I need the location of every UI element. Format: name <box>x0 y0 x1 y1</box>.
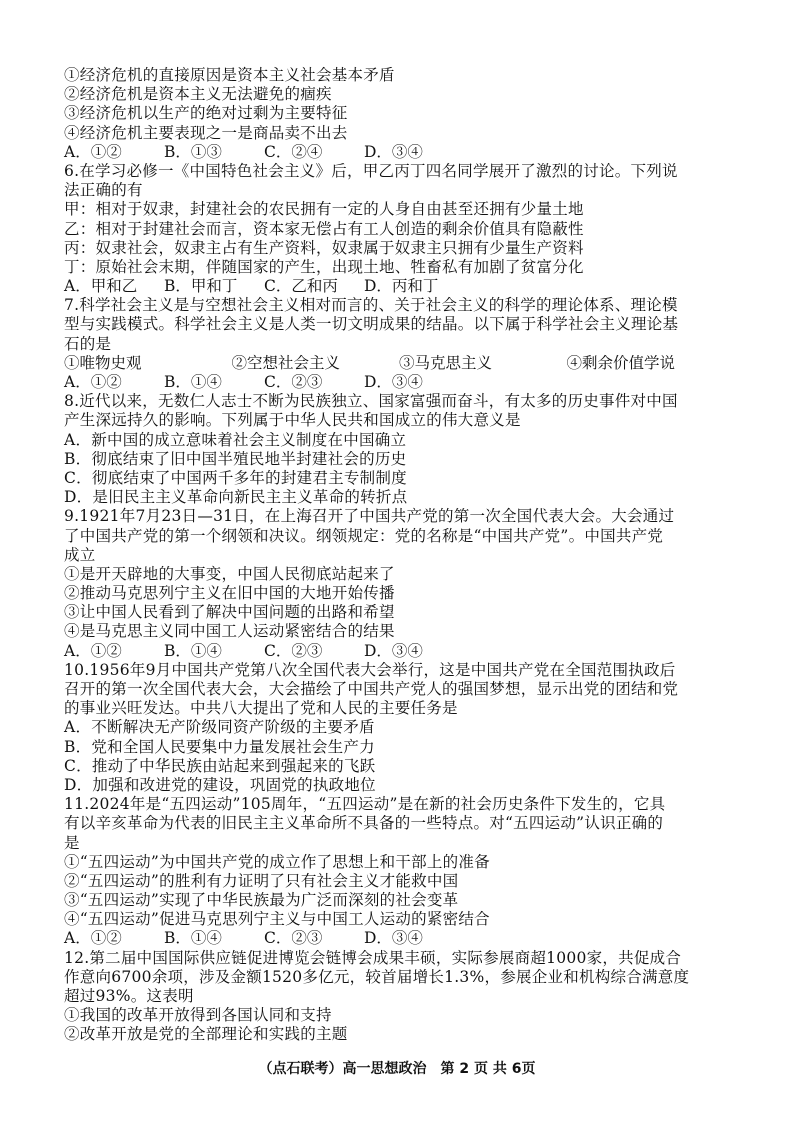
q9-stem-line-3: 成立 <box>64 545 96 564</box>
q6-item-jia: 甲：相对于奴隶，封建社会的农民拥有一定的人身自由甚至还拥有少量土地 <box>64 200 584 219</box>
q10-stem-line-2: 召开的第一次全国代表大会，大会描绘了中国共产党人的强国梦想，显示出党的团结和党 <box>64 680 679 698</box>
q9-options <box>64 642 734 661</box>
q12-stem-line-1: 12.第二届中国国际供应链促进博览会链博会成果丰硕，实际参展商超1000家，共促成合 <box>64 948 682 967</box>
page-footer: （点石联考）高一思想政治 第 2 页 共 6页 <box>258 1061 536 1077</box>
question-6 <box>64 162 734 296</box>
q8-stem-line-2: 产生深远持久的影响。下列属于中华人民共和国成立的伟大意义是 <box>64 411 521 430</box>
q5-option-b[interactable]: B．①③ <box>164 142 222 161</box>
question-12 <box>64 949 734 1045</box>
q7-items <box>64 354 734 373</box>
q5-item-2: ②经济危机是资本主义无法避免的痼疾 <box>64 85 332 104</box>
q11-option-d[interactable]: D．③④ <box>364 929 423 948</box>
question-8 <box>64 392 734 507</box>
q8-option-d[interactable]: D．是旧民主主义革命向新民主主义革命的转折点 <box>64 488 408 507</box>
q9-option-d[interactable]: D．③④ <box>364 641 423 660</box>
q10-stem-line-3: 的事业兴旺发达。中共八大提出了党和人民的主要任务是 <box>64 699 458 718</box>
q6-item-ding: 丁：原始社会末期，伴随国家的产生，出现土地、牲畜私有加剧了贫富分化 <box>64 257 584 276</box>
q6-item-bing: 丙：奴隶社会，奴隶主占有生产资料，奴隶属于奴隶主只拥有少量生产资料 <box>64 238 584 257</box>
q6-options <box>64 277 734 296</box>
q12-item-2: ②改革开放是党的全部理论和实践的主题 <box>64 1025 348 1044</box>
q9-item-3: ③让中国人民看到了解决中国问题的出路和希望 <box>64 603 395 622</box>
q7-stem-line-2: 型与实践模式。科学社会主义是人类一切文明成果的结晶。以下属于科学社会主义理论基 <box>64 315 679 334</box>
q10-stem-line-1: 10.1956年9月中国共产党第八次全国代表大会举行，这是中国共产党在全国范围执政后 <box>64 660 676 679</box>
q11-options <box>64 929 734 948</box>
q10-option-a[interactable]: A．不断解决无产阶级同资产阶级的主要矛盾 <box>64 718 375 737</box>
q11-option-c[interactable]: C．②③ <box>264 929 323 948</box>
q11-stem-line-2: 有以辛亥革命为代表的旧民主主义革命所不具备的一些特点。对“五四运动”认识正确的 <box>64 814 664 833</box>
q9-stem-line-1: 9.1921年7月23日—31日，在上海召开了中国共产党的第一次全国代表大会。大会通过 <box>64 507 675 526</box>
q10-option-d[interactable]: D．加强和改进党的建设，巩固党的执政地位 <box>64 775 376 794</box>
q5-item-1: ①经济危机的直接原因是资本主义社会基本矛盾 <box>64 66 395 84</box>
q5-option-a[interactable]: A．①② <box>64 142 122 161</box>
q8-stem-line-1: 8.近代以来，无数仁人志士不断为民族独立、国家富强而奋斗，有太多的历史事件对中国 <box>64 392 678 411</box>
q12-stem-line-2: 作意向6700余项，涉及金额1520多亿元，较首届增长1.3%，参展企业和机构综合满意度 <box>64 967 690 986</box>
q6-option-b[interactable]: B．甲和丁 <box>164 277 238 296</box>
question-7 <box>64 296 734 392</box>
question-9 <box>64 507 734 661</box>
q9-option-b[interactable]: B．①④ <box>164 641 222 660</box>
q7-option-c[interactable]: C．②③ <box>264 373 323 391</box>
question-10 <box>64 661 734 795</box>
q9-option-a[interactable]: A．①② <box>64 641 122 660</box>
q8-option-c[interactable]: C．彻底结束了中国两千多年的封建君主专制制度 <box>64 468 407 487</box>
q12-item-1: ①我国的改革开放得到各国认同和支持 <box>64 1006 332 1025</box>
q11-stem-line-1: 11.2024年是“五四运动”105周年，“五四运动”是在新的社会历史条件下发生的，它具 <box>64 795 666 814</box>
q10-option-b[interactable]: B．党和全国人民要集中力量发展社会生产力 <box>64 737 375 756</box>
q9-stem-line-2: 了中国共产党的第一个纲领和决议。纲领规定：党的名称是“中国共产党”。中国共产党 <box>64 526 664 545</box>
q7-option-d[interactable]: D．③④ <box>364 373 423 391</box>
q11-item-2: ②“五四运动”的胜利有力证明了只有社会主义才能救中国 <box>64 871 459 890</box>
q7-option-b[interactable]: B．①④ <box>164 373 222 391</box>
q8-option-a[interactable]: A．新中国的成立意味着社会主义制度在中国确立 <box>64 430 407 449</box>
q5-item-4: ④经济危机主要表现之一是商品卖不出去 <box>64 123 348 142</box>
q5-item-3: ③经济危机以生产的绝对过剩为主要特征 <box>64 104 348 123</box>
q10-option-c[interactable]: C．推动了中华民族由站起来到强起来的飞跃 <box>64 756 376 775</box>
q7-option-a[interactable]: A．①② <box>64 373 122 391</box>
q7-item-3: ③马克思主义 <box>399 353 493 372</box>
q8-option-b[interactable]: B．彻底结束了旧中国半殖民地半封建社会的历史 <box>64 449 407 468</box>
q6-option-c[interactable]: C．乙和丙 <box>264 277 338 296</box>
q7-options <box>64 373 734 392</box>
q7-item-2: ②空想社会主义 <box>231 353 341 372</box>
q11-item-1: ①“五四运动”为中国共产党的成立作了思想上和干部上的准备 <box>64 852 490 871</box>
q11-stem-line-3: 是 <box>64 833 80 852</box>
q6-stem-line-2: 法正确的有 <box>64 181 143 200</box>
q7-item-4: ④剩余价值学说 <box>566 353 676 372</box>
q9-item-1: ①是开天辟地的大事变，中国人民彻底站起来了 <box>64 564 395 583</box>
q6-stem-line-1: 6.在学习必修一《中国特色社会主义》后，甲乙丙丁四名同学展开了激烈的讨论。下列说 <box>64 161 678 180</box>
q7-item-1: ①唯物史观 <box>64 353 142 372</box>
q7-stem-line-3: 石的是 <box>64 334 112 353</box>
q11-option-a[interactable]: A．①② <box>64 929 122 948</box>
q5-options <box>64 143 734 162</box>
q9-item-2: ②推动马克思列宁主义在旧中国的大地开始传播 <box>64 584 395 603</box>
q11-item-3: ③“五四运动”实现了中华民族最为广泛而深刻的社会变革 <box>64 891 459 910</box>
question-11 <box>64 795 734 949</box>
q11-item-4: ④“五四运动”促进马克思列宁主义与中国工人运动的紧密结合 <box>64 910 490 929</box>
q11-option-b[interactable]: B．①④ <box>164 929 222 948</box>
q9-option-c[interactable]: C．②③ <box>264 641 323 660</box>
q6-item-yi: 乙：相对于封建社会而言，资本家无偿占有工人创造的剩余价值具有隐蔽性 <box>64 219 584 238</box>
q5-option-c[interactable]: C．②④ <box>264 142 323 161</box>
question-list <box>64 66 734 1045</box>
q6-option-d[interactable]: D．丙和丁 <box>364 277 439 296</box>
question-5 <box>64 66 734 162</box>
q7-stem-line-1: 7.科学社会主义是与空想社会主义相对而言的、关于社会主义的科学的理论体系、理论模 <box>64 296 678 315</box>
q12-stem-line-3: 超过93%。这表明 <box>64 987 194 1005</box>
q6-option-a[interactable]: A．甲和乙 <box>64 277 138 296</box>
q5-option-d[interactable]: D．③④ <box>364 142 423 161</box>
q9-item-4: ④是马克思主义同中国工人运动紧密结合的结果 <box>64 622 395 641</box>
